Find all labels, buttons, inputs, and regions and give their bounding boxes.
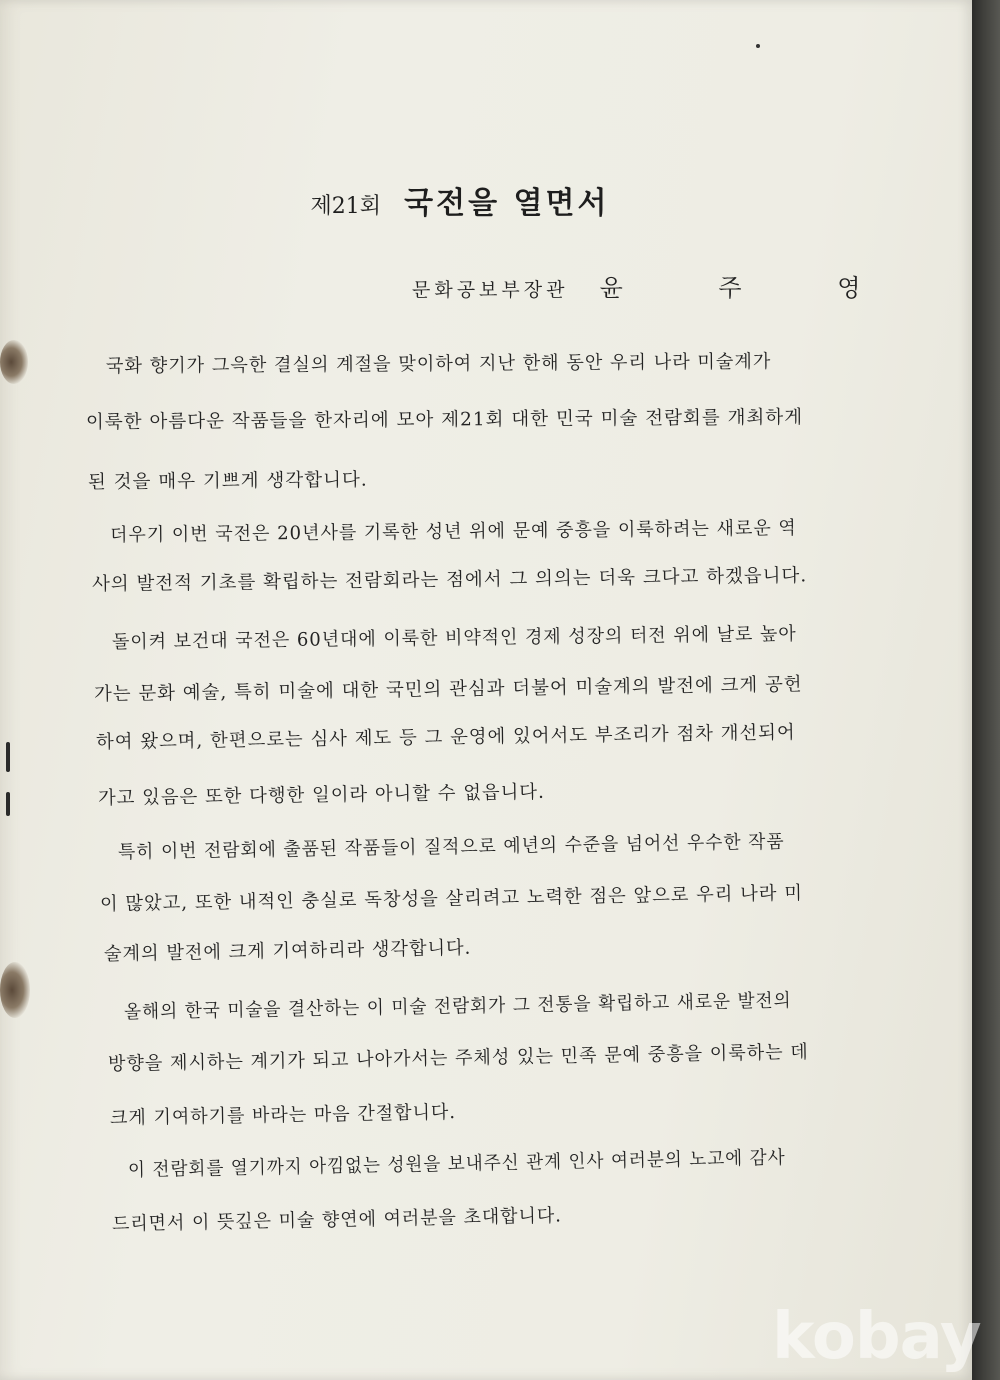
document-title (0, 178, 920, 222)
paper-speck (756, 44, 760, 48)
body-line: 더우기 이번 국전은 20년사를 기록한 성년 위에 문예 중흥을 이룩하려는 새로운 역 (109, 517, 797, 546)
binding-mark-1 (6, 742, 10, 772)
body-line: 방향을 제시하는 계기가 되고 나아가서는 주체성 있는 민족 문예 중흥을 이룩하는 데 (107, 1041, 809, 1075)
watermark-logo: kobay (772, 1300, 981, 1374)
binding-mark-2 (6, 792, 10, 816)
body-line: 드리면서 이 뜻깊은 미술 향연에 여러분을 초대합니다. (111, 1205, 563, 1235)
body-line: 국화 향기가 그윽한 결실의 계절을 맞이하여 지난 한해 동안 우리 나라 미술계가 (105, 351, 772, 377)
body-line: 특히 이번 전람회에 출품된 작품들이 질적으로 예년의 수준을 넘어선 우수한 작품 (117, 831, 785, 863)
author-name: 윤 주 영 (599, 274, 905, 302)
body-line: 이 많았고, 또한 내적인 충실로 독창성을 살리려고 노력한 점은 앞으로 우리 나라 미 (99, 882, 804, 915)
binding-hole-top (0, 340, 28, 384)
title-prefix: 제21회 (310, 194, 382, 219)
body-line: 이룩한 아름다운 작품들을 한자리에 모아 제21회 대한 민국 미술 전람회를 개최하게 (85, 406, 804, 433)
body-line: 하여 왔으며, 한편으로는 심사 제도 등 그 운영에 있어서도 부조리가 점차 개선되어 (95, 722, 796, 753)
body-line: 돌이켜 보건대 국전은 60년대에 이룩한 비약적인 경제 성장의 터전 위에 날로 높아 (111, 623, 797, 653)
body-line: 가고 있음은 또한 다행한 일이라 아니할 수 없읍니다. (97, 781, 545, 809)
page-edge-shadow (972, 0, 1000, 1380)
body-line: 술계의 발전에 크게 기여하리라 생각합니다. (103, 937, 472, 965)
body-line: 된 것을 매우 기쁘게 생각합니다. (87, 469, 368, 493)
binding-hole-bottom (0, 962, 30, 1018)
body-line: 이 전람회를 열기까지 아낌없는 성원을 보내주신 관계 인사 여러분의 노고에 감사 (127, 1147, 786, 1181)
body-line: 가는 문화 예술, 특히 미술에 대한 국민의 관심과 더불어 미술계의 발전에 크게 공헌 (93, 674, 803, 705)
body-line: 크게 기여하기를 바라는 마음 간절합니다. (109, 1101, 457, 1129)
title-main: 국전을 열면서 (404, 186, 610, 221)
author-role: 문화공보부장관 (412, 279, 569, 301)
author-line (412, 268, 904, 303)
body-line: 사의 발전적 기초를 확립하는 전람회라는 점에서 그 의의는 더욱 크다고 하겠읍니다. (91, 565, 808, 595)
body-line: 올해의 한국 미술을 결산하는 이 미술 전람회가 그 전통을 확립하고 새로운 발전의 (123, 990, 792, 1023)
